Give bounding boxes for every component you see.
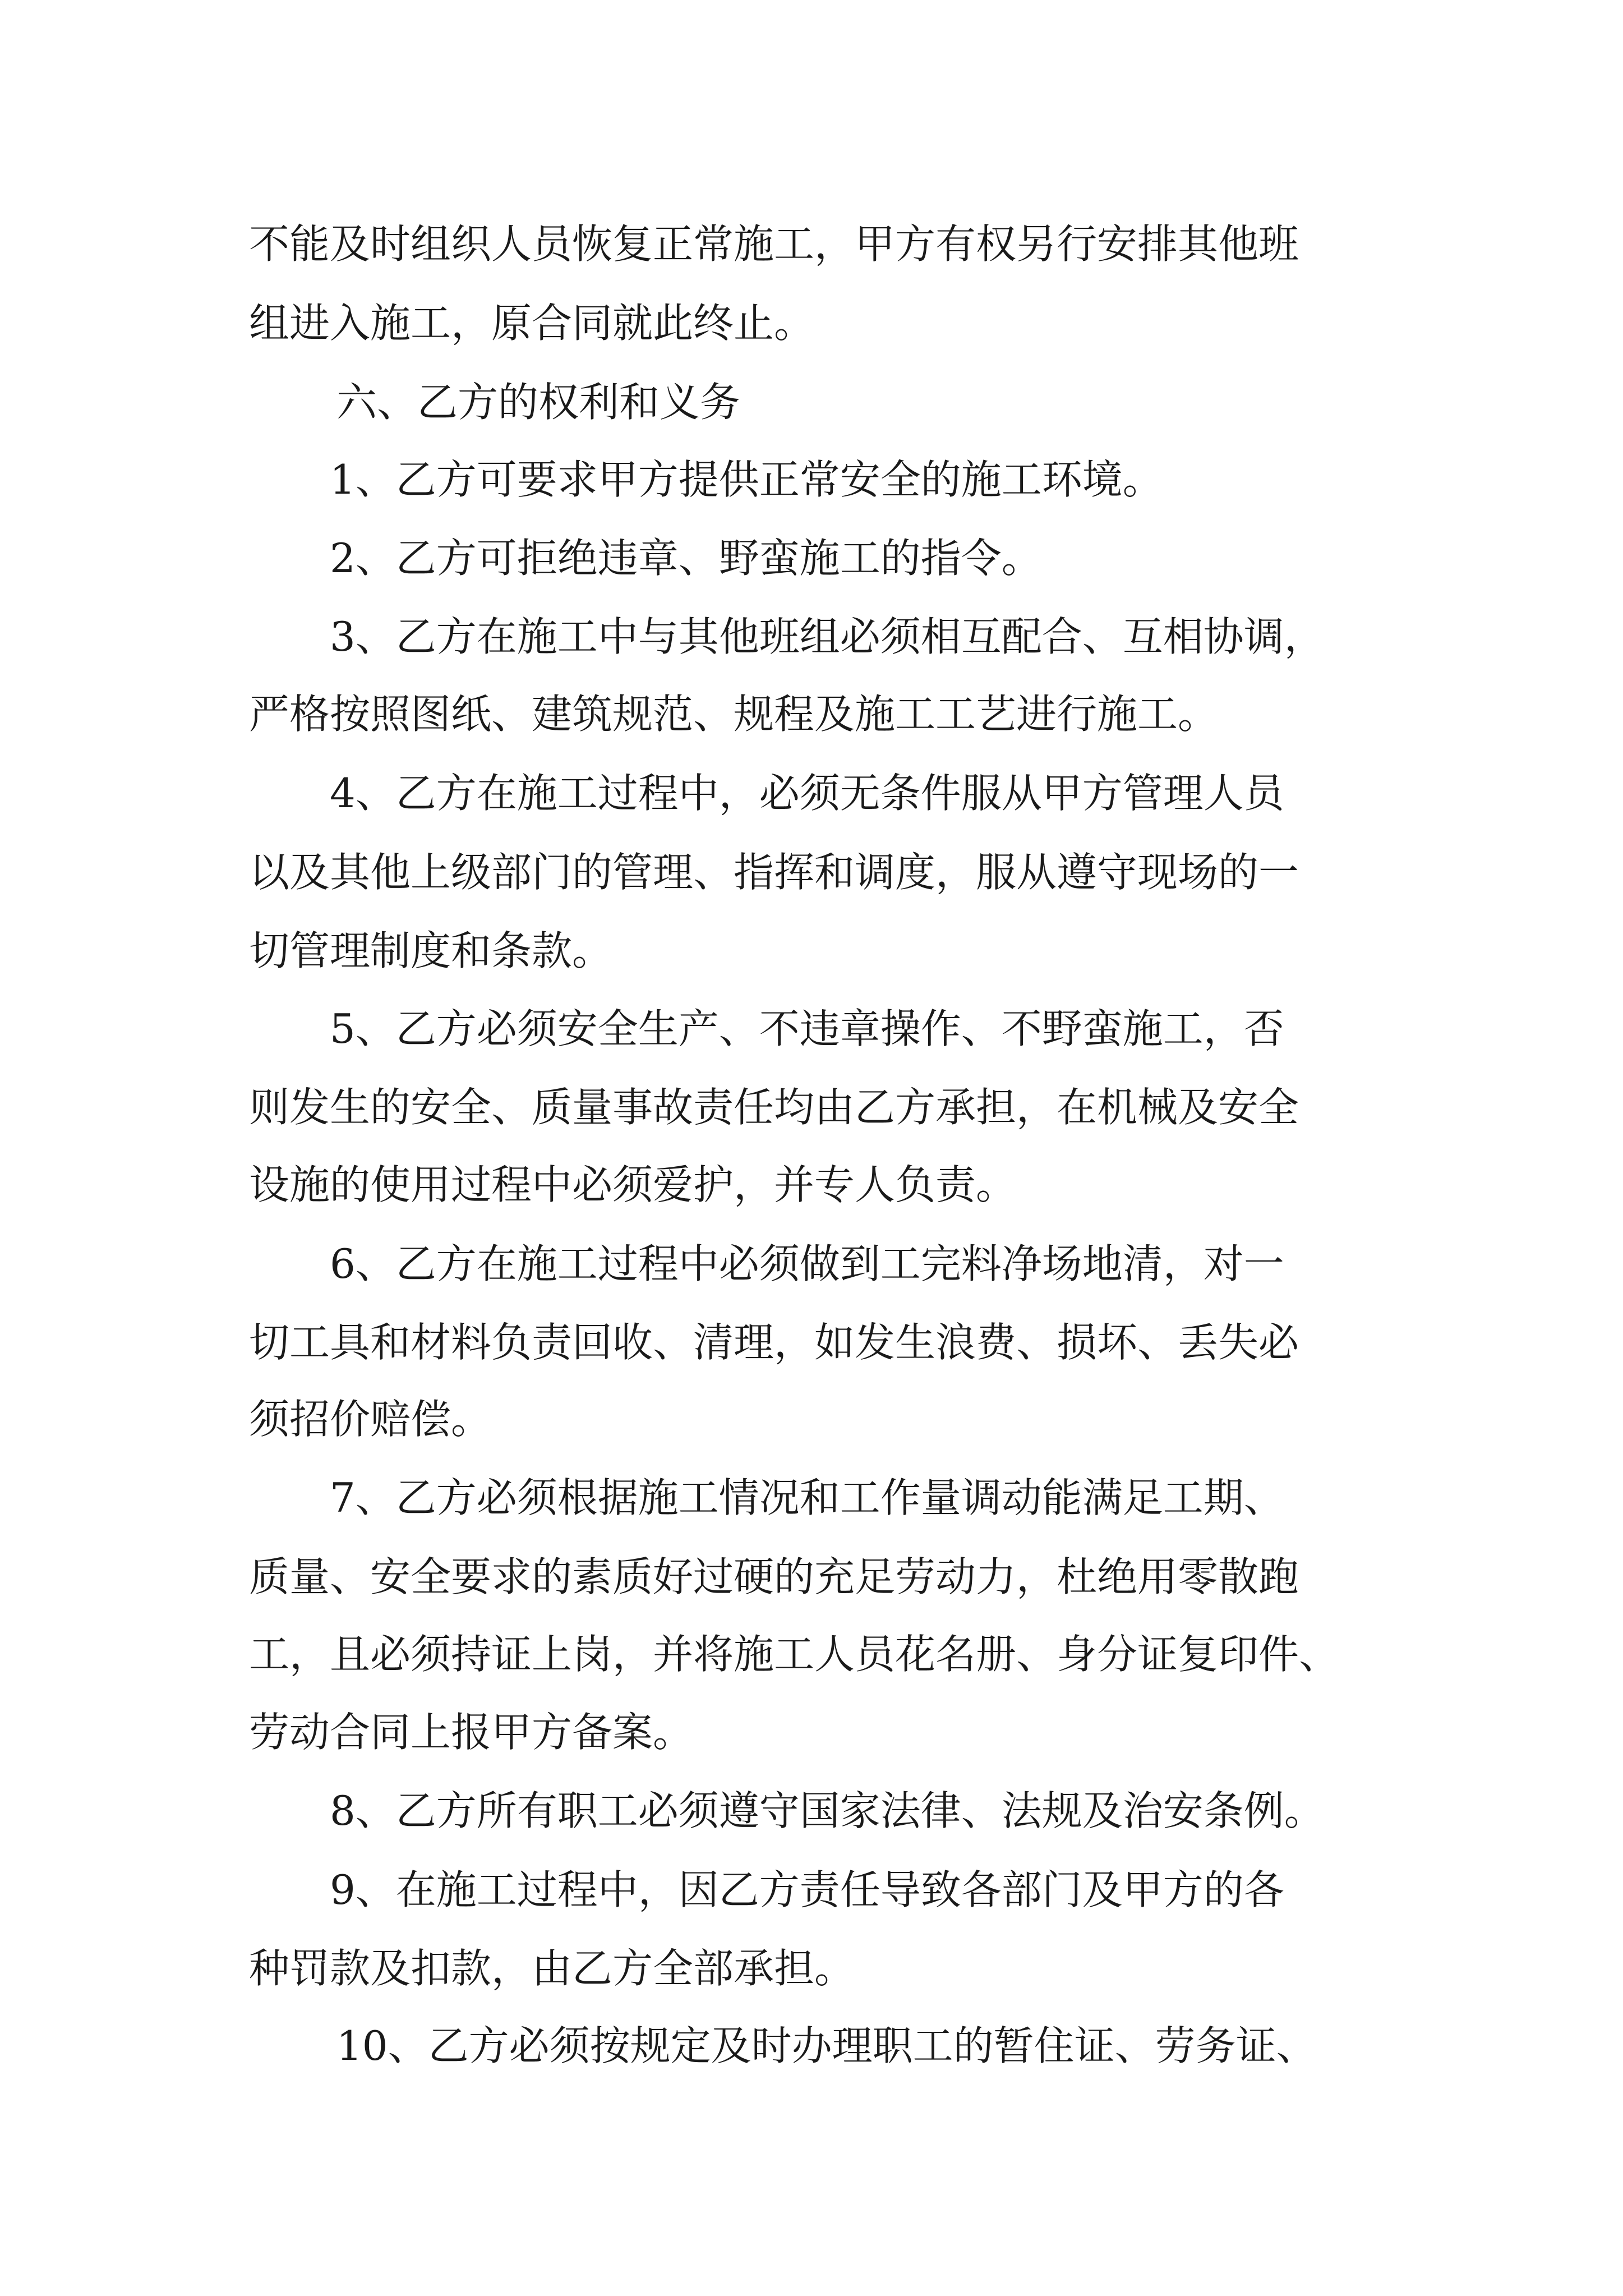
clause-item-8: 8、乙方所有职工必须遵守国家法律、法规及治安条例。 [330, 1787, 1325, 1834]
body-text-line: 切工具和材料负责回收、清理，如发生浪费、损坏、丢失必 [249, 1319, 1299, 1366]
body-text-line: 须招价赔偿。 [249, 1396, 492, 1443]
body-text-line: 种罚款及扣款，由乙方全部承担。 [249, 1945, 855, 1992]
body-text-line: 严格按照图纸、建筑规范、规程及施工工艺进行施工。 [249, 691, 1219, 738]
body-text-line: 组进入施工，原合同就此终止。 [249, 300, 815, 347]
body-text-line: 工，且必须持证上岗，并将施工人员花名册、身分证复印件、 [249, 1631, 1340, 1678]
body-text-line: 质量、安全要求的素质好过硬的充足劳动力，杜绝用零散跑 [249, 1553, 1299, 1600]
clause-item-10: 10、乙方必须按规定及时办理职工的暂住证、劳务证、 [336, 2022, 1317, 2069]
clause-item-2: 2、乙方可拒绝违章、野蛮施工的指令。 [330, 535, 1042, 582]
clause-item-1: 1、乙方可要求甲方提供正常安全的施工环境。 [330, 456, 1163, 503]
body-text-line: 以及其他上级部门的管理、指挥和调度，服从遵守现场的一 [249, 849, 1299, 896]
clause-item-3: 3、乙方在施工中与其他班组必须相互配合、互相协调， [330, 613, 1325, 660]
body-text-line: 不能及时组织人员恢复正常施工，甲方有权另行安排其他班 [249, 220, 1299, 268]
body-text-line: 则发生的安全、质量事故责任均由乙方承担，在机械及安全 [249, 1084, 1299, 1131]
clause-item-7: 7、乙方必须根据施工情况和工作量调动能满足工期、 [330, 1474, 1284, 1521]
body-text-line: 切管理制度和条款。 [249, 927, 613, 974]
clause-item-9: 9、在施工过程中，因乙方责任导致各部门及甲方的各 [330, 1866, 1284, 1913]
clause-item-5: 5、乙方必须安全生产、不违章操作、不野蛮施工，否 [330, 1005, 1284, 1052]
clause-item-6: 6、乙方在施工过程中必须做到工完料净场地清，对一 [330, 1240, 1284, 1287]
body-text-line: 设施的使用过程中必须爱护，并专人负责。 [249, 1161, 1017, 1208]
body-text-line: 劳动合同上报甲方备案。 [249, 1709, 694, 1756]
clause-item-4: 4、乙方在施工过程中，必须无条件服从甲方管理人员 [330, 770, 1284, 817]
section-heading: 六、乙方的权利和义务 [336, 379, 741, 426]
